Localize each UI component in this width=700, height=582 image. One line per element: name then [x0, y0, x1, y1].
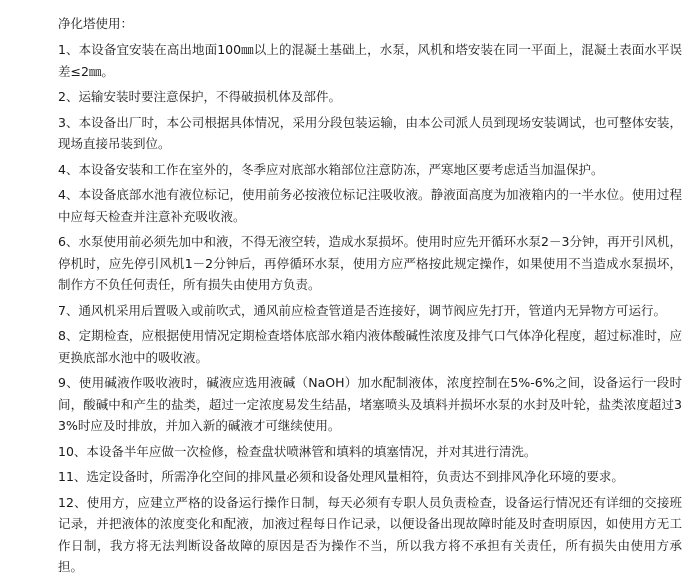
instruction-item-2: 2、运输安装时要注意保护，不得破损机体及部件。 [58, 89, 341, 104]
instruction-item-5: 4、本设备底部水池有液位标记，使用前务必按液位标记注吸收液。静液面高度为加液箱内的一半水位。使用过程中应每天检查并注意补充吸收液。 [58, 187, 682, 224]
instruction-item-11: 11、选定设备时，所需净化空间的排风量必须和设备处理风量相符，负责达不到排风净化环境的要求。 [58, 469, 624, 484]
instruction-list [58, 39, 682, 578]
instruction-item-1: 1、本设备宜安装在高出地面100㎜以上的混凝土基础上，水泵，风机和塔安装在同一平面上，混凝土表面水平误差≤2㎜。 [58, 42, 682, 79]
instruction-item-12: 12、使用方，应建立严格的设备运行操作日制，每天必须有专职人员负责检查，设备运行情况还有详细的交接班记录，并把液体的浓度变化和配液，加液过程每日作记录，以便设备出现故障时能及时查明原因，如使用方无工作日制，我方将无法判断设备故障的原因是否为操作不当，所以我方将不承担有关责任，所有损失由使用方承担。 [58, 494, 682, 574]
instruction-item-3: 3、本设备出厂时，本公司根据具体情况，采用分段包装运输，由本公司派人员到现场安装调试，也可整体安装，现场直接吊装到位。 [58, 114, 682, 151]
instruction-item-6: 6、水泵使用前必须先加中和液，不得无液空转，造成水泵损坏。使用时应先开循环水泵2－3分钟，再开引风机，停机时，应先停引风机1－2分钟后，再停循环水泵，使用方应严格按此规定操作，如果使用不当造成水泵损坏，制作方不负任何责任，所有损失由使用方负责。 [58, 234, 682, 292]
instruction-item-10: 10、本设备半年应做一次检修，检查盘状喷淋管和填料的填塞情况，并对其进行清洗。 [58, 443, 537, 459]
document-body [58, 13, 682, 582]
instruction-item-9: 9、使用碱液作吸收液时，碱液应选用液碱（NaOH）加水配制液体，浓度控制在5%-6%之间，设备运行一段时间，酸碱中和产生的盐类，超过一定浓度易发生结晶，堵塞喷头及填料并损坏水泵的水封及叶轮，盐类浓度超过33%时应及时排放，并加入新的碱液才可继续使用。 [58, 375, 682, 433]
instruction-item-4: 4、本设备安装和工作在室外的，冬季应对底部水箱部位注意防冻，严寒地区要考虑适当加温保护。 [58, 161, 604, 177]
instruction-item-8: 8、定期检查，应根据使用情况定期检查塔体底部水箱内液体酸碱性浓度及排气口气体净化程度，超过标准时，应更换底部水池中的吸收液。 [58, 328, 682, 365]
instruction-item-7: 7、通风机采用后置吸入或前吹式，通风前应检查管道是否连接好，调节阀应先打开，管道内无异物方可运行。 [58, 302, 666, 318]
document-title: 净化塔使用： [58, 16, 134, 31]
